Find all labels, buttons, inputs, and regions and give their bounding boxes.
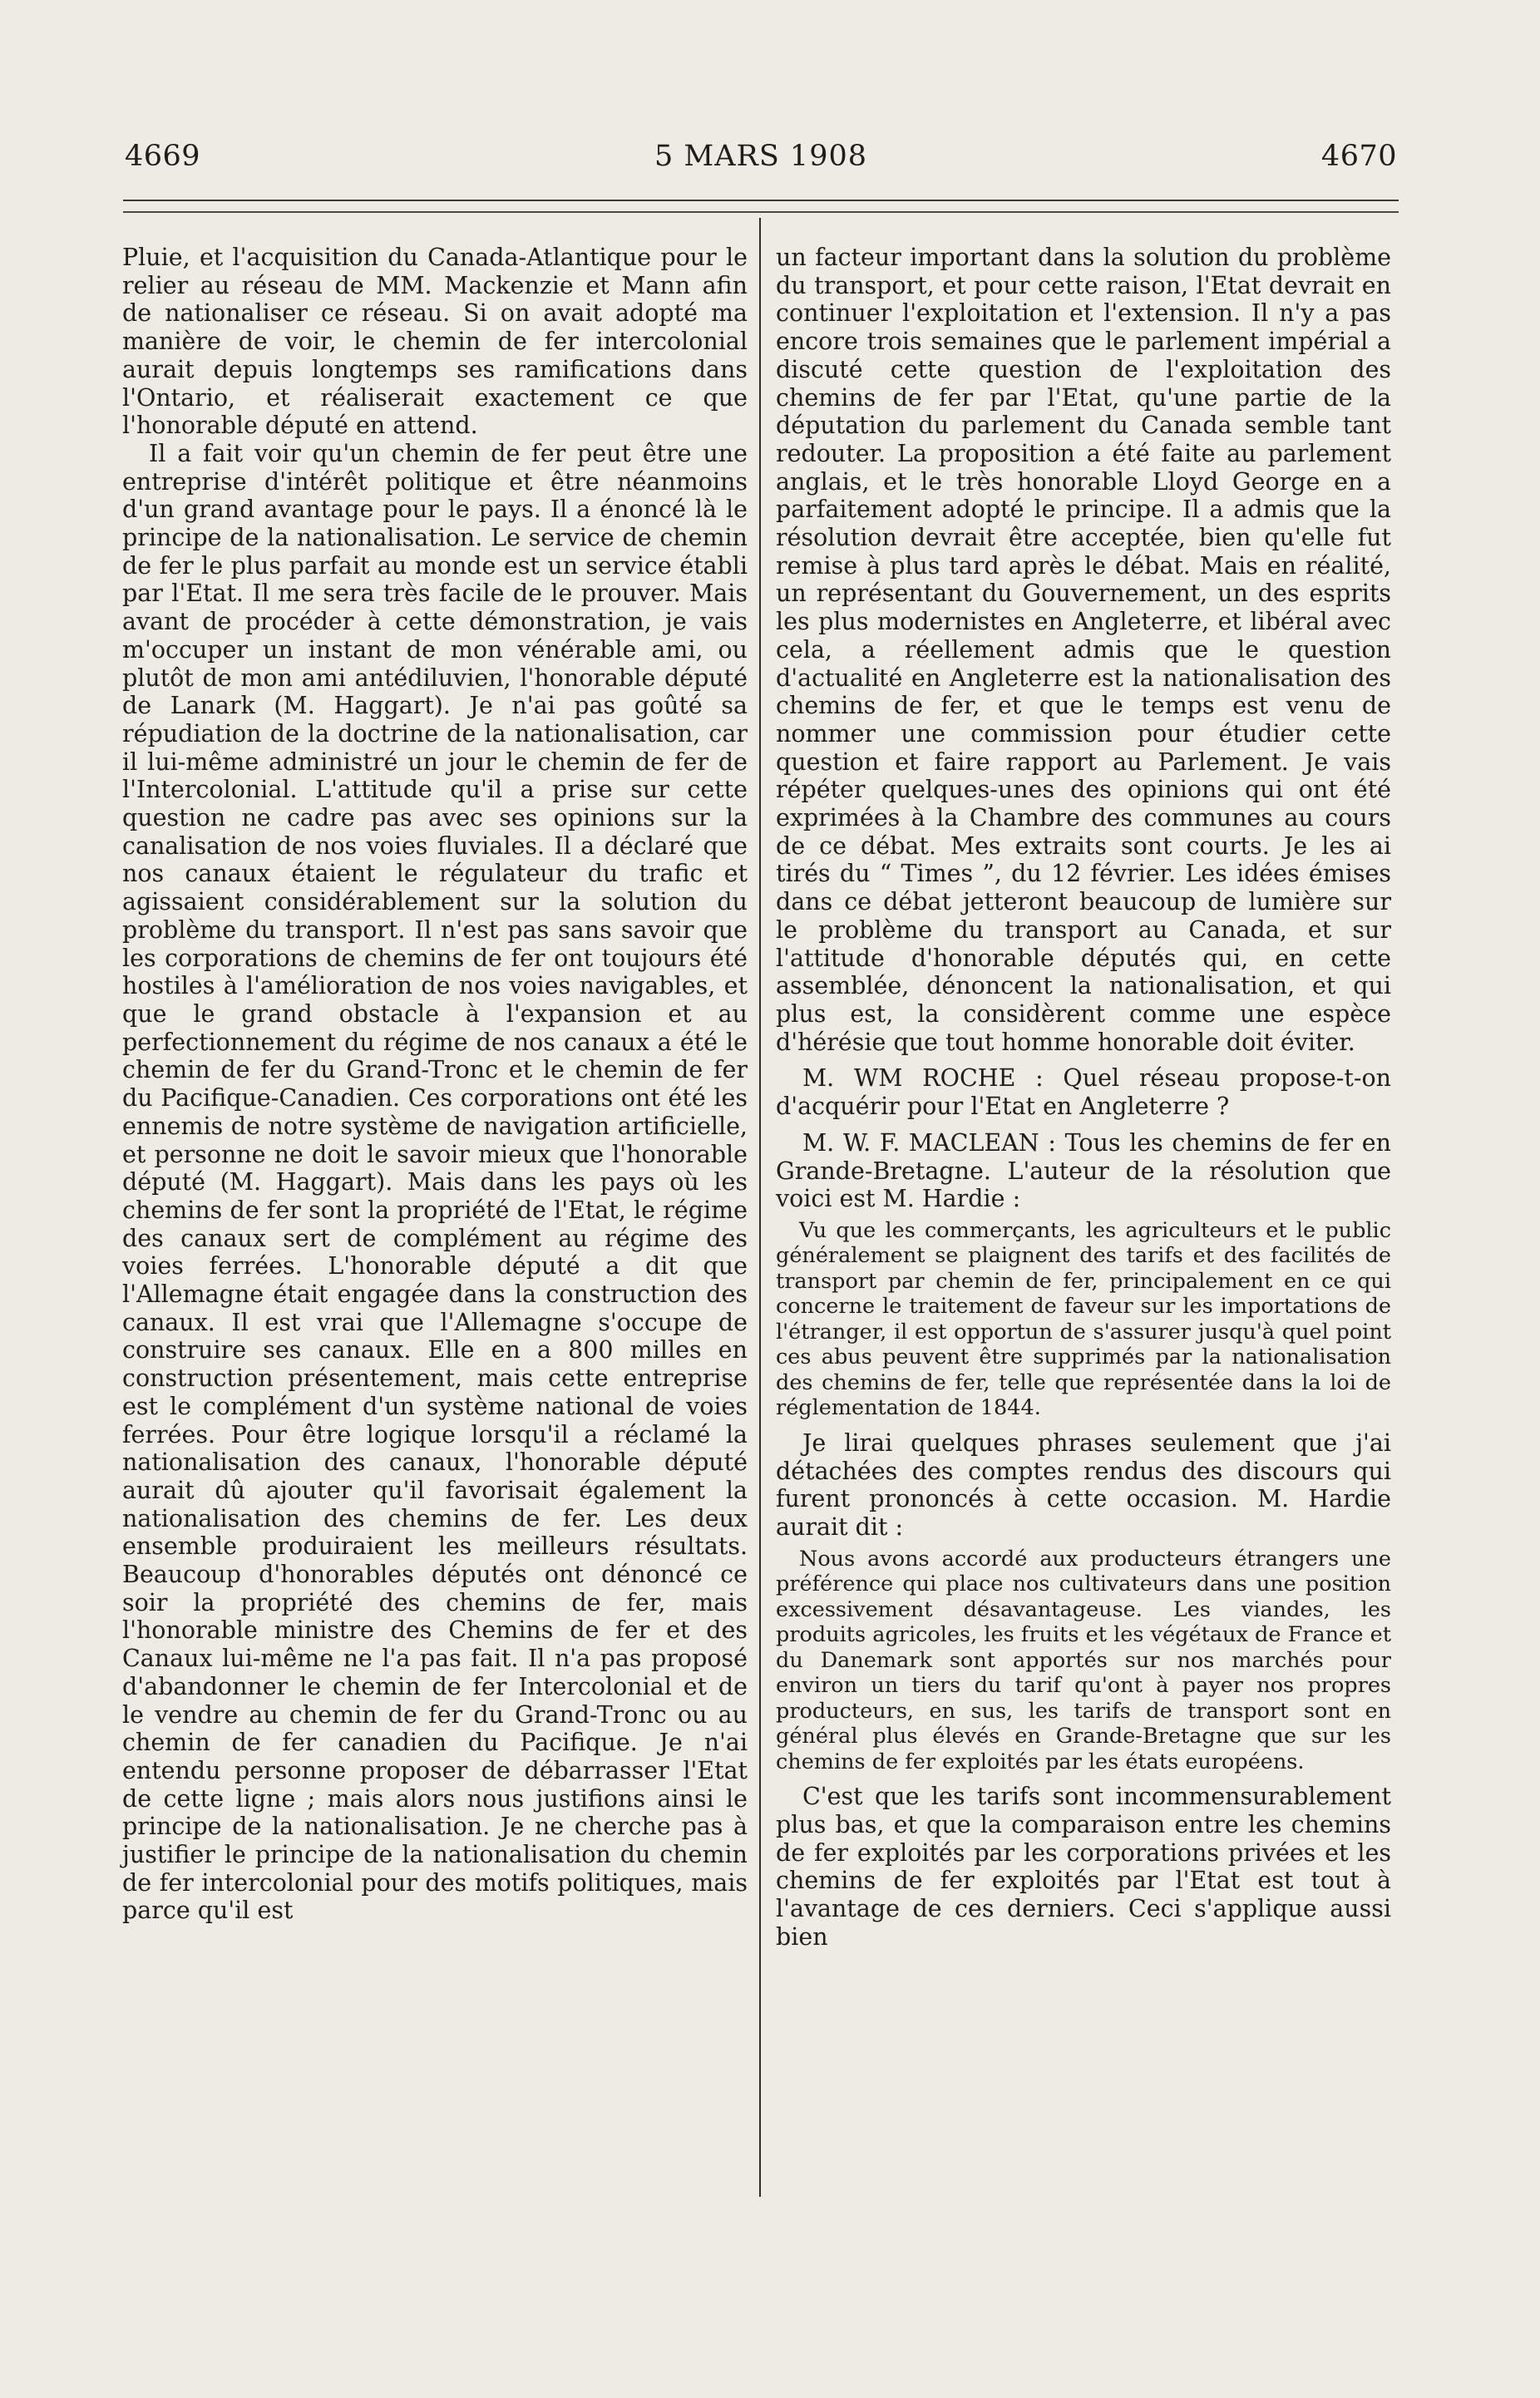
left-paragraph-1: Pluie, et l'acquisition du Canada-Atlantique pour le relier au réseau de MM. Mackenzie et Mann afin de nationaliser ce réseau. Si on avait adopté ma manière de voir, le chemin de fer intercolonial aurait depuis longtemps ses ramifications dans l'Ontario, et réaliserait exactement ce que l'honorable député en attend. [122, 244, 748, 440]
resolution-quote: Vu que les commerçants, les agriculteurs et le public généralement se plaignent des tarifs et des facilités de transport par chemin de fer, principalement en ce qui concerne le traitement de faveur sur les importations de l'étranger, il est opportun de s'assurer jusqu'à quel point ces abus peuvent être supprimés par la nationalisation des chemins de fer, telle que représentée dans la loi de réglementation de 1844. [776, 1217, 1391, 1421]
page-number-left: 4669 [125, 140, 201, 173]
left-paragraph-2: Il a fait voir qu'un chemin de fer peut être une entreprise d'intérêt politique et être néanmoins d'un grand avantage pour le pays. Il a énoncé là le principe de la nationalisation. Le service de chemin de fer le plus parfait au monde est un service établi par l'Etat. Il me sera très facile de le prouver. Mais avant de procéder à cette démonstration, je vais m'occuper un instant de mon vénérable ami, ou plutôt de mon ami antédiluvien, l'honorable député de Lanark (M. Haggart). Je n'ai pas goûté sa répudiation de la doctrine de la nationalisation, car il lui-même administré un jour le chemin de fer de l'Intercolonial. L'attitude qu'il a prise sur cette question ne cadre pas avec ses opinions sur la canalisation de nos voies fluviales. Il a déclaré que nos canaux étaient le régulateur du trafic et agissaient considérablement sur la solution du problème du transport. Il n'est pas sans savoir que les corporations de chemins de fer ont toujours été hostiles à l'amélioration de nos voies navigables, et que le grand obstacle à l'expansion et au perfectionnement du régime de nos canaux a été le chemin de fer du Grand-Tronc et le chemin de fer du Pacifique-Canadien. Ces corporations ont été les ennemis de notre système de navigation artificielle, et personne ne doit le savoir mieux que l'honorable député (M. Haggart). Mais dans les pays où les chemins de fer sont la propriété de l'Etat, le régime des canaux sert de complément au régime des voies ferrées. L'honorable député a dit que l'Allemagne était engagée dans la construction des canaux. Il est vrai que l'Allemagne s'occupe de construire ses canaux. Elle en a 800 milles en construction présentement, mais cette entreprise est le complément d'un système national de voies ferrées. Pour être logique lorsqu'il a réclamé la nationalisation des canaux, l'honorable député aurait dû ajouter qu'il favorisait également la nationalisation des chemins de fer. Les deux ensemble produiraient les meilleurs résultats. Beaucoup d'honorables députés ont dénoncé ce soir la propriété des chemins de fer, mais l'honorable ministre des Chemins de fer et des Canaux lui-même ne l'a pas fait. Il n'a pas proposé d'abandonner le chemin de fer Intercolonial et de le vendre au chemin de fer du Grand-Tronc ou au chemin de fer canadien du Pacifique. Je n'ai entendu personne proposer de débarrasser l'Etat de cette ligne ; mais alors nous justifions ainsi le principe de la nationalisation. Je ne cherche pas à justifier le principe de la nationalisation du chemin de fer intercolonial pour des motifs politiques, mais parce qu'il est [122, 439, 748, 1925]
right-column [776, 244, 1391, 1951]
running-header [125, 140, 1397, 181]
header-date: 5 MARS 1908 [654, 140, 868, 173]
right-paragraph-1: un facteur important dans la solution du problème du transport, et pour cette raison, l'Etat devrait en continuer l'exploitation et l'extension. Il n'y a pas encore trois semaines que le parlement impérial a discuté cette question de l'exploitation des chemins de fer par l'Etat, qu'une partie de la députation du parlement du Canada semble tant redouter. La proposition a été faite au parlement anglais, et le très honorable Lloyd George en a parfaitement adopté le principe. Il a admis que la résolution devrait être acceptée, bien qu'elle fut remise à plus tard après le débat. Mais en réalité, un représentant du Gouvernement, un des esprits les plus modernistes en Angleterre, et libéral avec cela, a réellement admis que le question d'actualité en Angleterre est la nationalisation des chemins de fer, et que le temps est venu de nommer une commission pour étudier cette question et faire rapport au Parlement. Je vais répéter quelques-unes des opinions qui ont été exprimées à la Chambre des communes au cours de ce débat. Mes extraits sont courts. Je les ai tirés du “ Times ”, du 12 février. Les idées émises dans ce débat jetteront beaucoup de lumière sur le problème du transport au Canada, et sur l'attitude d'honorable députés qui, en cette assemblée, dénoncent la nationalisation, et qui plus est, la considèrent comme une espèce d'hérésie que tout homme honorable doit éviter. [776, 244, 1391, 1056]
hardie-quote: Nous avons accordé aux producteurs étrangers une préférence qui place nos cultivateurs dans une position excessivement désavantageuse. Les viandes, les produits agricoles, les fruits et les végétaux de France et du Danemark sont apportés sur nos marchés pour environ un tiers du tarif qu'ont à payer nos propres producteurs, en sus, les tarifs de transport sont en général plus élevés en Grande-Bretagne que sur les chemins de fer exploités par les états européens. [776, 1546, 1391, 1774]
right-paragraph-final: C'est que les tarifs sont incommensurablement plus bas, et que la comparaison entre les chemins de fer exploités par les corporations privées et les chemins de fer exploités par l'Etat est tout à l'avantage de ces derniers. Ceci s'applique aussi bien [776, 1783, 1391, 1951]
header-rule-top [123, 200, 1399, 201]
speech-maclean: M. W. F. MACLEAN : Tous les chemins de fer en Grande-Bretagne. L'auteur de la résolution que voici est M. Hardie : [776, 1128, 1391, 1213]
left-column [122, 244, 748, 1925]
right-paragraph-hardie: Je lirai quelques phrases seulement que j'ai détachées des comptes rendus des discours qui furent prononcés à cette occasion. M. Hardie aurait dit : [776, 1428, 1391, 1542]
column-divider [759, 218, 761, 2197]
speech-roche: M. WM ROCHE : Quel réseau propose-t-on d'acquérir pour l'Etat en Angleterre ? [776, 1064, 1391, 1121]
header-rule-bottom [123, 211, 1399, 213]
page-number-right: 4670 [1320, 140, 1397, 173]
